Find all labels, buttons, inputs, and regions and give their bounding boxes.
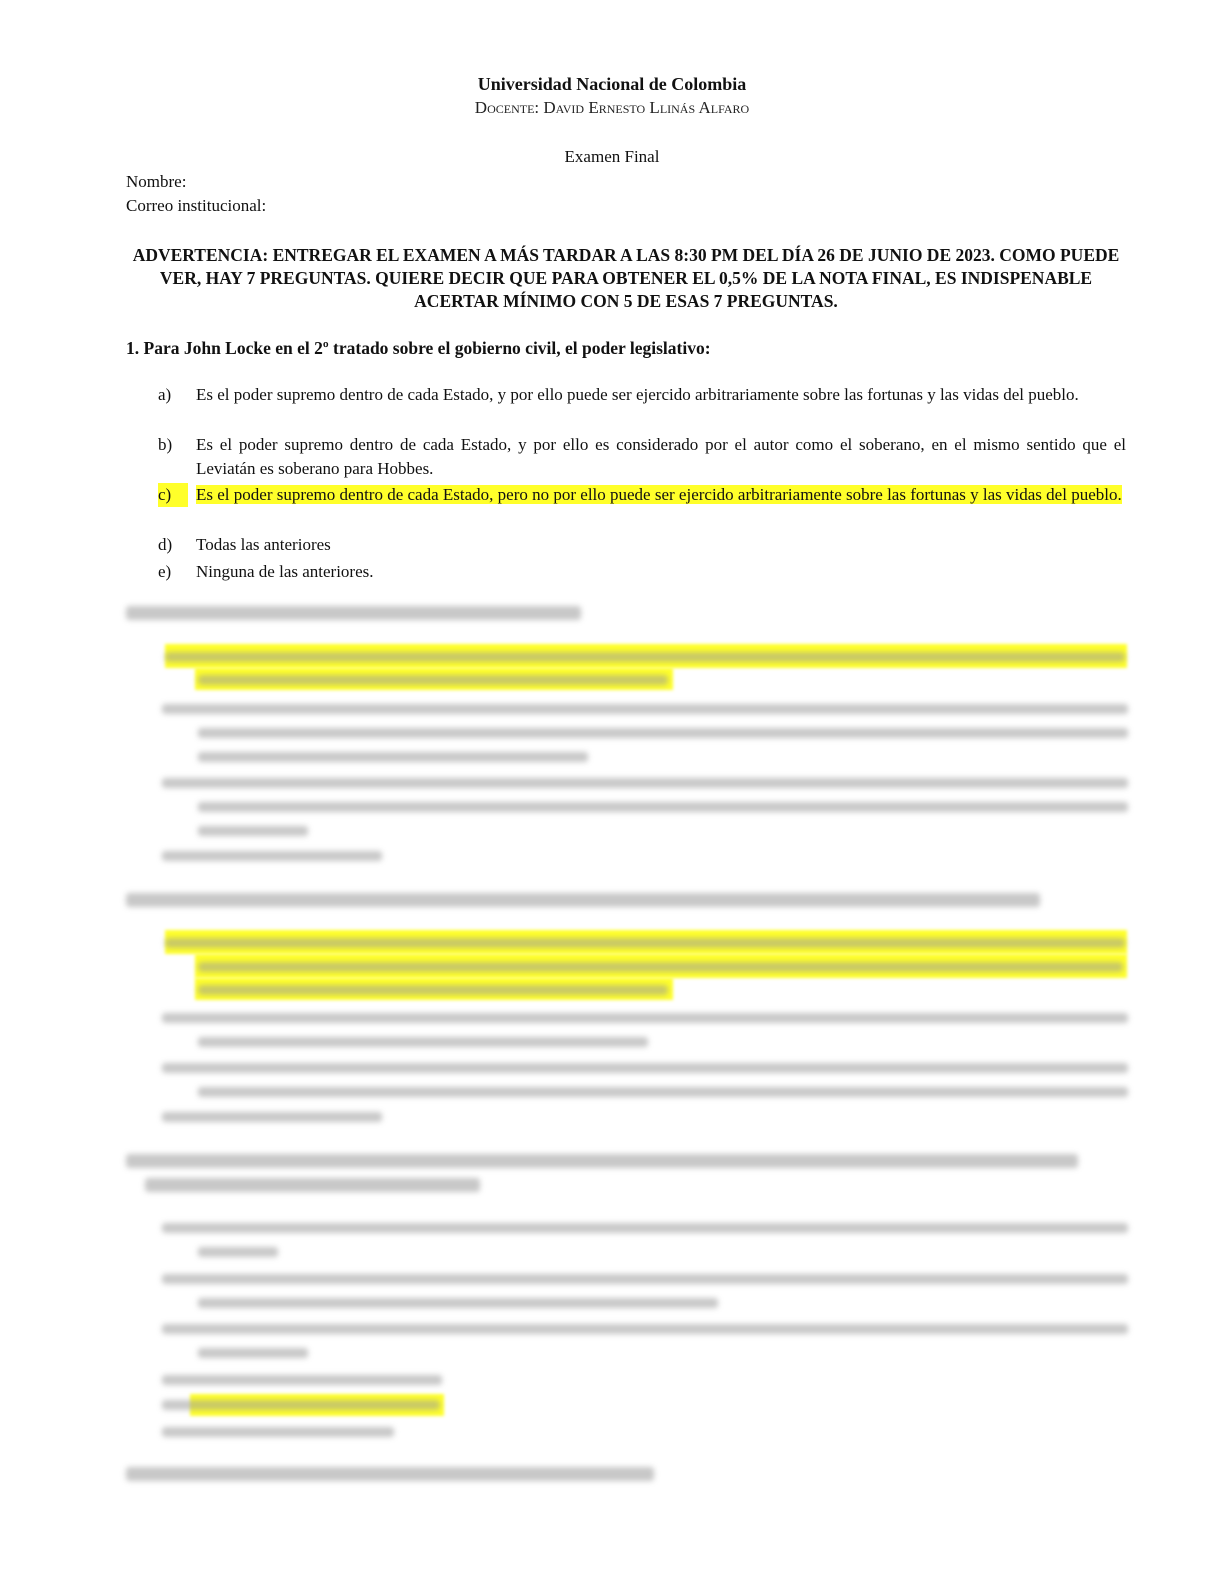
blurred-line: [198, 826, 308, 836]
option-e[interactable]: [158, 560, 1128, 584]
option-b[interactable]: [158, 433, 1128, 481]
option-label: d): [158, 535, 173, 554]
blurred-line: [198, 1298, 718, 1308]
option-label: a): [158, 385, 172, 404]
option-c[interactable]: [158, 483, 1128, 531]
blurred-line: [198, 675, 668, 685]
blurred-question-4-cont: [145, 1178, 480, 1192]
option-text: Es el poder supremo dentro de cada Estado, y por ello puede ser ejercido arbitrariamente sobre las fortunas y las vidas del pueblo.: [196, 385, 1079, 404]
blurred-line: [198, 752, 588, 762]
exam-title: Examen Final: [564, 147, 660, 166]
option-label: b): [158, 435, 173, 454]
option-label: c): [158, 483, 188, 507]
nombre-label: Nombre:: [126, 172, 187, 191]
blurred-question-3: [126, 893, 1040, 907]
blurred-line: [198, 728, 1128, 738]
blurred-line: [198, 1037, 648, 1047]
blurred-question-2: [126, 606, 581, 620]
blurred-line: [162, 778, 1128, 788]
option-text: [196, 483, 1126, 507]
blurred-line: [162, 704, 1128, 714]
blurred-line: [162, 1427, 394, 1437]
option-text: Todas las anteriores: [196, 535, 331, 554]
correo-label: Correo institucional:: [126, 196, 267, 215]
option-a[interactable]: [158, 383, 1128, 431]
blurred-line: [162, 1063, 1128, 1073]
blurred-line: [162, 851, 382, 861]
blurred-line: [162, 1400, 440, 1410]
blurred-line: [162, 1274, 1128, 1284]
option-text: Es el poder supremo dentro de cada Estado, y por ello es considerado por el autor como el soberano, en el mismo sentido que el Leviatán es soberano para Hobbes.: [196, 435, 1126, 478]
blurred-line: [198, 962, 1123, 972]
blurred-question-4: [126, 1154, 1078, 1168]
blurred-line: [162, 1324, 1128, 1334]
option-label: e): [158, 562, 172, 581]
blurred-line: [198, 1087, 1128, 1097]
blurred-line: [198, 802, 1128, 812]
highlighted-answer: Es el poder supremo dentro de cada Estado, pero no por ello puede ser ejercido arbitrariamente sobre las fortunas y las vidas del pueblo.: [196, 485, 1122, 504]
option-text: Ninguna de las anteriores.: [196, 562, 374, 581]
blurred-line: [162, 1375, 442, 1385]
blurred-question-5: [126, 1467, 654, 1481]
docente-line: Docente: David Ernesto Llinás Alfaro: [474, 98, 750, 117]
question-1-title: 1. Para John Locke en el 2º tratado sobre el gobierno civil, el poder legislativo:: [126, 338, 711, 358]
blurred-line: [198, 985, 668, 995]
university-name: Universidad Nacional de Colombia: [477, 74, 747, 94]
warning-notice: ADVERTENCIA: ENTREGAR EL EXAMEN A MÁS TARDAR A LAS 8:30 PM DEL DÍA 26 DE JUNIO DE 2023. COMO PUEDE VER, HAY 7 PREGUNTAS. QUIERE DECIR QUE PARA OBTENER EL 0,5% DE LA NOTA FINAL, ES INDISPENABLE ACERTAR MÍNIMO CON 5 DE ESAS 7 PREGUNTAS.: [132, 245, 1120, 311]
blurred-line: [162, 1112, 382, 1122]
blurred-line: [165, 938, 1125, 948]
blurred-line: [165, 652, 1125, 662]
blurred-line: [162, 1223, 1128, 1233]
option-d[interactable]: [158, 533, 1128, 557]
blurred-line: [198, 1247, 278, 1257]
blurred-line: [198, 1348, 308, 1358]
blurred-line: [162, 1013, 1128, 1023]
